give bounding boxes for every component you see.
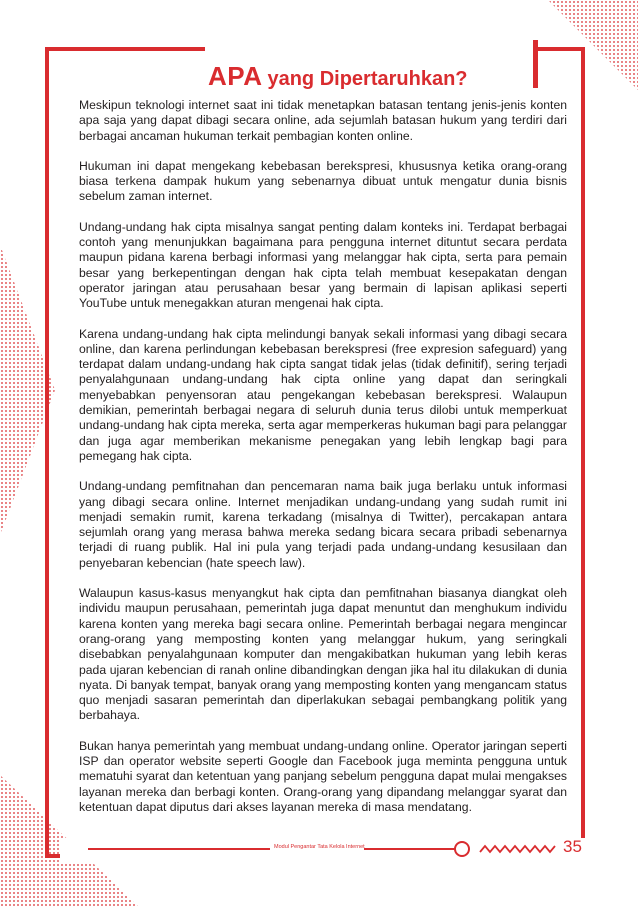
article-body <box>79 98 567 830</box>
paragraph: Karena undang-undang hak cipta melindungi banyak sekali informasi yang dibagi secara online, dan karena perlindungan kebebasan berekspresi (free expresion safeguard) yang terdapat dalam undang-undang hak cipta sangat tidak jelas (tidak definitif), sering terjadi penyalahgunaan undang-undang hak cipta online yang dapat dan seringkali menyebabkan penyensoran atau pengekangan kebebasan berekspresi. Walaupun demikian, pemerintah berbagai negara di seluruh dunia terus dilobi untuk memperkuat undang-undang hak cipta mereka, serta agar memperkeras hukuman bagi para pelanggar dan juga agar memberikan mekanisme penegakan yang lebih lengkap bagi para pemegang hak cipta. <box>79 326 567 463</box>
page-title <box>208 58 468 90</box>
paragraph: Meskipun teknologi internet saat ini tidak menetapkan batasan tentang jenis-jenis konten apa saja yang dapat dibagi secara online, ada sejumlah batasan hukum yang terdiri dari berbagai ancaman hukuman terkait pembagian konten online. <box>79 98 567 143</box>
paragraph: Hukuman ini dapat mengekang kebebasan berekspresi, khususnya ketika orang-orang biasa terkena dampak hukum yang sebenarnya dibuat untuk mengatur dunia bisnis sebelum zaman internet. <box>79 158 567 204</box>
footer-ornament <box>452 840 562 860</box>
paragraph: Walaupun kasus-kasus menyangkut hak cipta dan pemfitnahan biasanya diangkat oleh individu maupun perusahaan, pemerintah juga dapat menuntut dan menghukum individu karena konten yang mereka bagi secara online. Pemerintah berbagai negara mengincar orang-orang yang memposting konten yang melanggar hukum, yang seringkali disebabkan penyalahgunaan komputer dan mengakibatkan hukuman yang lebih keras pada ujaran kebencian di ranah online dibandingkan dengan jika hal itu dilakukan di dunia nyata. Di banyak tempat, banyak orang yang memposting konten yang mengancam status quo menjadi sasaran pemerintah dan diperlakukan sebagai pembangkang politik yang berbahaya. <box>79 586 567 723</box>
title-accent-bar <box>533 40 538 88</box>
paragraph: Undang-undang hak cipta misalnya sangat penting dalam konteks ini. Terdapat berbagai contoh yang menunjukkan bagaimana para pengguna internet dituntut secara perdata maupun pidana karena berbagi informasi yang melanggar hak cipta, serta para pemain besar yang berkepentingan dengan hak cipta telah membuat kesepakatan dengan operator jaringan atau perusahaan besar yang bermain di lapisan aplikasi seperti YouTube untuk menegakkan aturan mengenai hak cipta. <box>79 219 567 311</box>
page-number: 35 <box>563 837 582 856</box>
paragraph: Bukan hanya pemerintah yang membuat undang-undang online. Operator jaringan seperti ISP dan operator website seperti Google dan Facebook juga meminta pengguna untuk mematuhi syarat dan ketentuan yang panjang sebelum pengguna dapat mulai mengakses layanan mereka dan berbagi konten. Orang-orang yang dipandang melanggar syarat dan ketentuan dapat diputus dari akses layanan mereka di masa mendatang. <box>79 738 567 814</box>
footer-rule-left <box>88 848 270 850</box>
title-emphasis: APA <box>208 61 263 91</box>
footer-module-title: Modul Pengantar Tata Kelola Internet <box>274 844 365 850</box>
footer-rule-right <box>364 848 456 850</box>
footer-circle-icon <box>455 842 469 856</box>
footer-zigzag-icon <box>480 846 555 852</box>
title-rest: yang Dipertaruhkan? <box>267 68 468 90</box>
paragraph: Undang-undang pemfitnahan dan pencemaran nama baik juga berlaku untuk informasi yang dibagi secara online. Internet menjadikan undang-undang yang sudah rumit ini menjadi semakin rumit, karena terkadang (misalnya di Twitter), percakapan antara sejumlah orang yang merasa bahwa mereka sedang bicara secara pribadi sebenarnya terjadi di ruang publik. Hal ini pula yang terjadi pada undang-undang kesusilaan dan penyebaran kebencian (hate speech law). <box>79 479 567 570</box>
